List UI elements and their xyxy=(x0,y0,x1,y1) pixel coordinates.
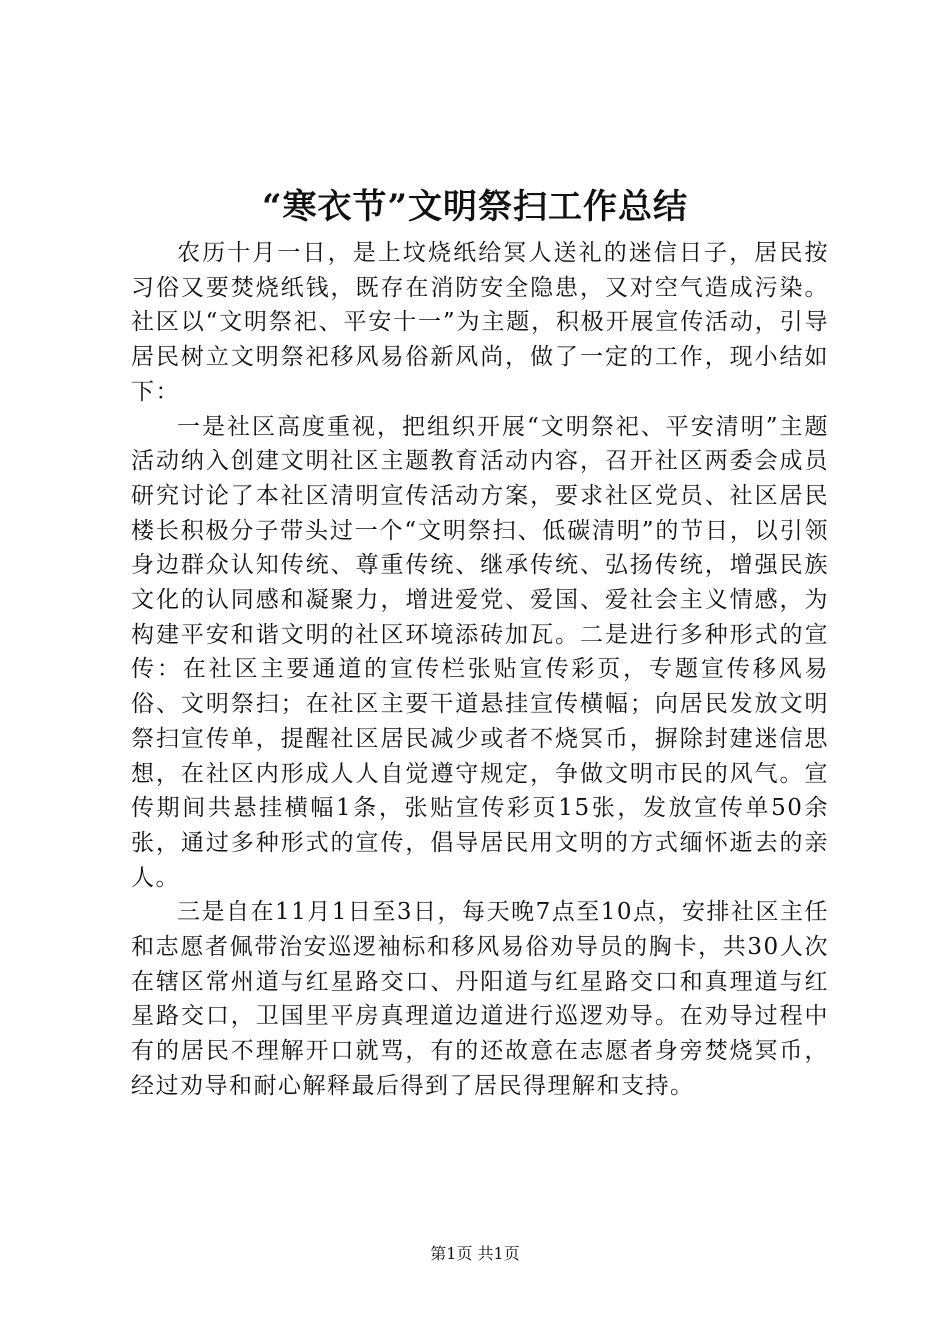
page-number-footer: 第1页 共1页 xyxy=(430,1244,520,1263)
document-title: “寒衣节”文明祭扫工作总结 xyxy=(261,187,689,227)
paragraph-patrol: 三是自在11月1日至3日，每天晚7点至10点，安排社区主任和志愿者佩带治安巡逻袖标和移风易俗劝导员的胸卡，共30人次在辖区常州道与红星路交口、丹阳道与红星路交口和真理道与红星路交口，卫国里平房真理道边道进行巡逻劝导。在劝导过程中有的居民不理解开口就骂，有的还故意在志愿者身旁焚烧冥币，经过劝导和耐心解释最后得到了居民得理解和支持。 xyxy=(131,899,829,1099)
paragraph-intro: 农历十月一日，是上坟烧纸给冥人送礼的迷信日子，居民按习俗又要焚烧纸钱，既存在消防安全隐患，又对空气造成污染。社区以“文明祭祀、平安十一”为主题，积极开展宣传活动，引导居民树立文明祭祀移风易俗新风尚，做了一定的工作，现小结如下： xyxy=(131,240,829,405)
document-body xyxy=(131,236,829,1104)
paragraph-publicity: 一是社区高度重视，把组织开展“文明祭祀、平安清明”主题活动纳入创建文明社区主题教育活动内容，召开社区两委会成员研究讨论了本社区清明宣传活动方案，要求社区党员、社区居民楼长积极分子带头过一个“文明祭扫、低碳清明”的节日，以引领身边群众认知传统、尊重传统、继承传统、弘扬传统，增强民族文化的认同感和凝聚力，增进爱党、爱国、爱社会主义情感，为构建平安和谐文明的社区环境添砖加瓦。二是进行多种形式的宣传：在社区主要通道的宣传栏张贴宣传彩页，专题宣传移风易俗、文明祭扫；在社区主要干道悬挂宣传横幅；向居民发放文明祭扫宣传单，提醒社区居民减少或者不烧冥币，摒除封建迷信思想，在社区内形成人人自觉遵守规定，争做文明市民的风气。宣传期间共悬挂横幅1条，张贴宣传彩页15张，发放宣传单50余张，通过多种形式的宣传，倡导居民用文明的方式缅怀逝去的亲人。 xyxy=(131,413,829,891)
